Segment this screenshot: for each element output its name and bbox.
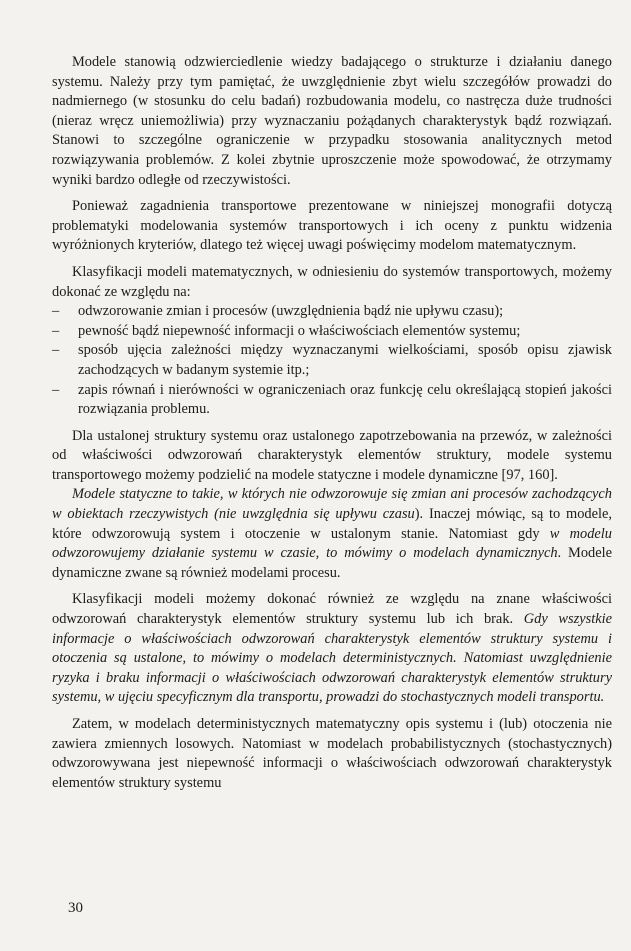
paragraph-classification-intro: Klasyfikacji modeli matematycznych, w odniesieniu do systemów transportowych, możemy dokonać ze względu na: — [52, 263, 612, 300]
body-text — [52, 53, 612, 793]
list-item: – zapis równań i nierówności w ograniczeniach oraz funkcję celu określającą stopień jakości rozwiązania problemu. — [52, 381, 612, 420]
paragraph-conclusion: Zatem, w modelach deterministycznych matematyczny opis systemu i (lub) otoczenia nie zawiera zmiennych losowych. Natomiast w modelach probabilistycznych (stochastycznych) odwzorowywana jest niepewność informacji o właściwościach odwzorowań charakterystyk elementów struktury systemu — [52, 716, 612, 791]
deterministic-definition: Gdy wszystkie informacje o właściwościach odwzorowań charakterystyk elementów struktury systemu i otoczenia są ustalone, to mówimy o modelach deterministycznych. Natomiast uwzględnienie ryzyka i braku informacji o właściwościach odwzorowań charakterystyk elementów struktury systemu, w ujęciu specyficznym dla transportu, prowadzi do stochastycznych modeli transportu. — [52, 611, 612, 706]
paragraph-static-definition — [52, 485, 612, 583]
paragraph-deterministic-stochastic — [52, 590, 612, 708]
static-models-definition: Modele statyczne to takie, w których nie odwzorowuje się zmian ani procesów zachodzących w obiektach rzeczywistych (nie uwzględnia się upływu czasu — [52, 486, 612, 523]
page-number: 30 — [68, 900, 83, 916]
paragraph-transport-focus: Ponieważ zagadnienia transportowe prezentowane w niniejszej monografii dotyczą problematyki modelowania systemów transportowych i ich oceny z punktu widzenia wyróżnionych kryteriów, dlatego też więcej uwagi poświęcimy modelom matematycznym. — [52, 198, 612, 254]
list-item: – pewność bądź niepewność informacji o właściwościach elementów systemu; — [52, 322, 612, 342]
paragraph-models-knowledge: Modele stanowią odzwierciedlenie wiedzy badającego o strukturze i działaniu danego systemu. Należy przy tym pamiętać, że uwzględnienie zbyt wielu szczegółów prowadzi do nadmiernego (w stosunku do celu badań) rozbudowania modelu, co nastręcza duże trudności (nieraz wręcz uniemożliwia) przy wyznaczaniu pożądanych charakterystyk bądź rozwiązań. Stanowi to szczególne ograniczenie w przypadku stosowania analitycznych metod rozwiązywania problemów. Z kolei zbytnie uproszczenie może spowodować, że otrzymamy wyniki bardzo odległe od rzeczywistości. — [52, 54, 612, 188]
dynamic-models-definition: w modelu odwzorowujemy działanie systemu w czasie, to mówimy o modelach dynamicznych — [52, 525, 612, 562]
classification-text: Klasyfikacji modeli możemy dokonać również ze względu na znane właściwości odwzorowań charakterystyk elementów struktury systemu lub ich brak. — [52, 591, 612, 628]
paragraph-static-dynamic: Dla ustalonej struktury systemu oraz ustalonego zapotrzebowania na przewóz, w zależności od właściwości odwzorowań charakterystyk elementów struktury, modele systemu transportowego możemy podzielić na modele statyczne i modele dynamiczne [97, 160]. — [52, 427, 612, 483]
classification-list — [52, 302, 612, 420]
static-models-text: ). Inaczej mówiąc, są to modele, które odwzorowują system i otoczenie w ustalonym stanie. Natomiast gdy — [52, 506, 612, 542]
dynamic-models-text: . Modele dynamiczne zwane są również modelami procesu. — [52, 545, 612, 581]
list-item: – sposób ujęcia zależności między wyznaczanymi wielkościami, sposób opisu zjawisk zachodzących w badanym systemie itp.; — [52, 341, 612, 380]
list-item: – odwzorowanie zmian i procesów (uwzględnienia bądź nie upływu czasu); — [52, 302, 612, 322]
